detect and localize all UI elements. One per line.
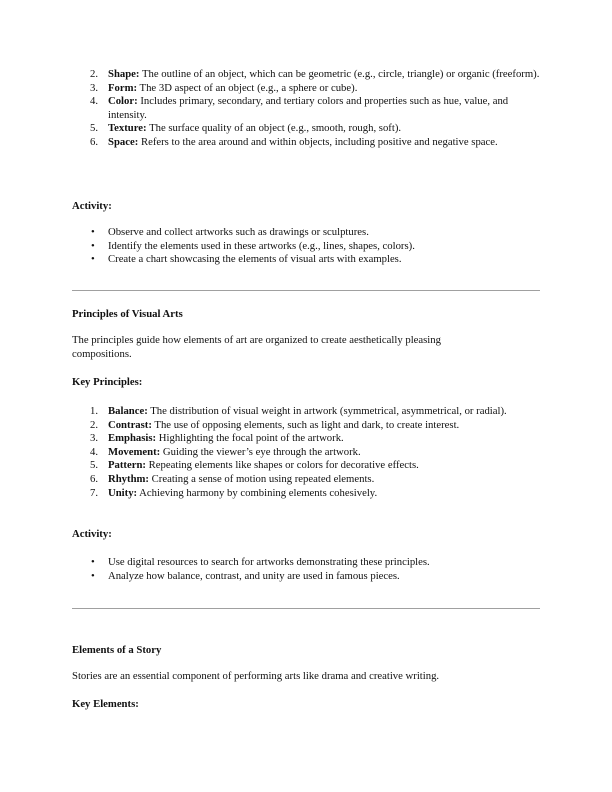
section-title: Elements of a Story [72,644,162,656]
list-item: 3. Emphasis: Highlighting the focal point of the artwork. [90,432,344,445]
list-item: • Identify the elements used in these artworks (e.g., lines, shapes, colors). [91,239,415,252]
divider [72,290,540,291]
bullet-icon: • [91,239,95,252]
activity-heading: Activity: [72,528,112,540]
list-item: • Analyze how balance, contrast, and unity are used in famous pieces. [91,569,400,582]
list-item: • Observe and collect artworks such as drawings or sculptures. [91,226,369,238]
elements-list [72,68,542,150]
section-title: Principles of Visual Arts [72,308,183,320]
bullet-icon: • [91,556,95,568]
divider [72,608,540,609]
list-item: 7. Unity: Achieving harmony by combining elements cohesively. [90,486,378,499]
bullet-icon: • [91,253,95,266]
principles-list [72,405,532,500]
list-item: 4. Movement: Guiding the viewer’s eye through the artwork. [90,445,361,458]
activity-heading: Activity: [72,200,112,212]
list-item: 4. Color: Includes primary, secondary, and tertiary colors and properties such as hue, value, and intensity. [90,95,509,121]
list-item: 3. Form: The 3D aspect of an object (e.g., a sphere or cube). [90,81,358,94]
list-item: • Create a chart showcasing the elements of visual arts with examples. [91,253,402,266]
key-elements-heading: Key Elements: [72,698,139,710]
list-item: 6. Rhythm: Creating a sense of motion using repeated elements. [90,472,375,485]
bullet-icon: • [91,226,95,238]
paragraph: The principles guide how elements of art are organized to create aesthetically pleasing compositions. [72,334,441,360]
list-item: 2. Shape: The outline of an object, which can be geometric (e.g., circle, triangle) or organic (freeform). [90,68,540,80]
key-principles-heading: Key Principles: [72,376,143,388]
bullet-icon: • [91,569,95,582]
list-item: 6. Space: Refers to the area around and within objects, including positive and negative space. [90,135,498,148]
list-item: • Use digital resources to search for artworks demonstrating these principles. [91,556,430,568]
paragraph: Stories are an essential component of performing arts like drama and creative writing. [72,670,440,682]
list-item: 5. Pattern: Repeating elements like shapes or colors for decorative effects. [90,459,419,472]
list-item: 2. Contrast: The use of opposing elements, such as light and dark, to create interest. [90,418,460,431]
activity-list [72,226,542,267]
list-item: 1. Balance: The distribution of visual weight in artwork (symmetrical, asymmetrical, or radial). [90,405,507,417]
list-item: 5. Texture: The surface quality of an object (e.g., smooth, rough, soft). [90,122,402,135]
activity-list [72,556,542,583]
